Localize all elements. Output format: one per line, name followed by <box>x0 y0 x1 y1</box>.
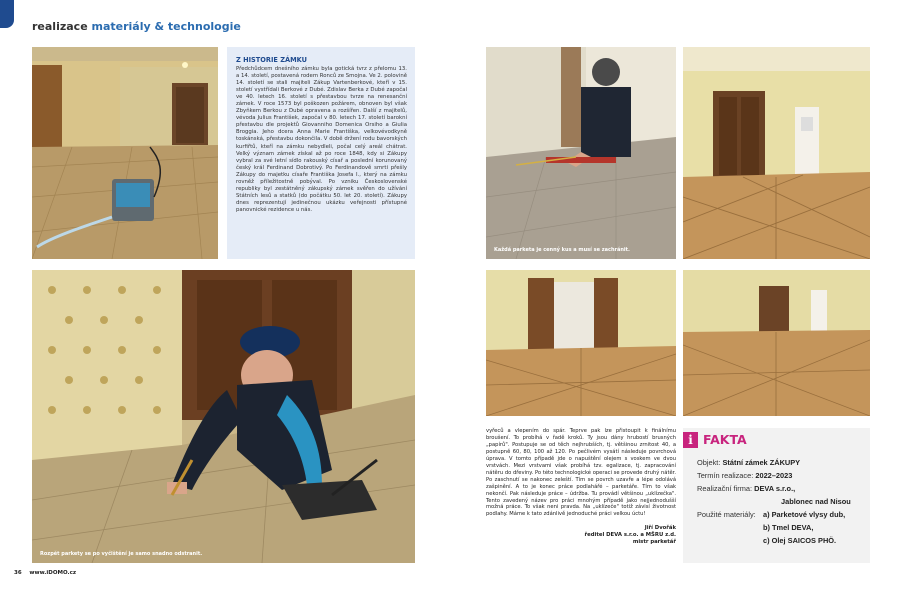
section-header <box>32 20 241 33</box>
sidebar-title: Z HISTORIE ZÁMKU <box>236 56 308 64</box>
photo-kneeling-worker-small <box>486 47 676 259</box>
photo-kneeling-worker-large <box>32 270 415 563</box>
photo-parquet-doorway <box>486 270 676 416</box>
fakta-material-c-row <box>763 536 836 545</box>
fakta-materials-label: Použité materiály: <box>697 510 756 519</box>
fakta-object-value: Státní zámek ZÁKUPY <box>722 458 801 467</box>
caption-kneeling-right: Každá parketa je cenný kus a musí se zachránit. <box>494 247 630 253</box>
fakta-object-label: Objekt: <box>697 458 721 467</box>
section-label: realizace <box>32 20 88 33</box>
article-body-text: vyřeců a vlepením do spár. Teprve pak lze přistoupit k finálnímu broušení. To probíhá v řadě kroků. Ty jsou dány hrubostí brusných „papírů". Postupuje se od těch nejhrubších, tj. většinou zrnitost 40, a postupně 60, 80, 100 až 120. Po pečlivém vysátí následuje povrchová úprava. V tomto případě jde o napuštění olejem s voskem ve dvou vrstvách. Mezi vrstvami však probíhá tzv. egalizace, tj. zapracování nátěru do dřeviny. Po této technologické operaci se provede druhý nátěr. Po zaschnutí se nakonec zeleští. Tím se povrch uzavře a lépe odolává zašpinění. A to je konec práce podlahářé – parketáře. Tím to však nekončí. Pak následuje práce – údržba. Tu provádí většinou „uklízečka". Tento zavedený název pro práci mnohým případě jako nejjednodušší možná práce. To však neni pravda. Na „uklízeče" totiž závisí životnost podlahy. Máme k tato zdánlivě jednoduché práci velkou úctu! <box>486 428 676 518</box>
page-number: 36 <box>14 570 22 576</box>
category-label: materiály & technologie <box>91 20 241 33</box>
sidebar-text: Předchůdcem dnešního zámku byla gotická tvrz z přelomu 13. a 14. století, postavená rodem Ronců ze Smojna. Ve 2. polovině 14. století se stali majiteli Zákup Vartenberkové, kteří v 15. století vystřídali Berkové z Dubé. Zdislav Berka z Dubé započal ve 40. letech 16. století s přestavbou tvrze na renesanční zámek. V roce 1573 byl poškozen požárem, obnoven byl však Zbyňkem Berkou z Dubé opravena a rozšířen. Další z majitelů, vévoda Julius František, započal v 80. letech 17. století barokní přestavbu dle projektů Giovanniho Domenica Orsiho a Giulia Broggia. Jeho dcera Anna Marie Františka, velkovévodkyně toskánská, přestavbu dokončila. V době držení rodu bavorských kurfiřtů, kteří na zámku nebydleli, počal celý areál chátrat. Velký význam zámek získal až po roce 1848, kdy si Zákupy vybral za své letní sídlo rakouský císař a poslední korunovaný český král Ferdinand Dobrotivý. Po Ferdinandově smrti přešly Zákupy do majetku císaře Františka Josefa I., který na zámku rovněž příležitostně pobýval. Po vzniku Československé republiky byl zestátněný zákupský zámek svěřen do užívání Státních lesů a statků (do počátku 50. let 20. století). Zákupy dnes reprezentují jedinečnou ukázku veřejnosti přístupné panovnické rezidence u nás. <box>236 66 407 213</box>
fakta-header <box>683 431 747 448</box>
fakta-term-value: 2022–2023 <box>755 471 793 480</box>
website-link[interactable]: www.iDOMO.cz <box>29 570 77 576</box>
signature-block <box>540 525 676 547</box>
fakta-firm-value-2: Jablonec nad Nisou <box>781 497 851 506</box>
fakta-object-row <box>697 458 800 467</box>
corner-tab <box>0 0 14 28</box>
fakta-firm-row-2 <box>781 497 851 506</box>
fakta-box <box>683 428 870 563</box>
signature-role-2: mistr parketář <box>632 539 676 546</box>
fakta-firm-label: Realizační firma: <box>697 484 753 493</box>
info-icon: i <box>683 432 698 448</box>
caption-kneeling-left: Rozpět parkety se po vyčištění je samo snadno odstranit. <box>40 551 203 557</box>
photo-finished-room-stove <box>683 47 870 259</box>
fakta-firm-row <box>697 484 795 493</box>
fakta-material-a-row <box>763 510 845 519</box>
signature-name: Jiří Dvořák <box>644 525 676 531</box>
photo-finished-room-wide <box>683 270 870 416</box>
page-footer <box>14 570 76 576</box>
fakta-material-b-row <box>763 523 813 532</box>
signature-role: ředitel DEVA s.r.o. a MŠRU z.d. <box>584 532 676 539</box>
fakta-material-c: c) Olej SAICOS PHÖ. <box>763 536 837 545</box>
fakta-material-a: a) Parketové vlysy dub, <box>763 510 846 519</box>
history-sidebar <box>227 47 415 259</box>
fakta-material-b: b) Tmel DEVA, <box>763 523 814 532</box>
fakta-materials-row <box>697 510 756 519</box>
photo-room-vacuum <box>32 47 218 259</box>
fakta-title: FAKTA <box>703 432 747 447</box>
fakta-term-label: Termín realizace: <box>697 471 754 480</box>
fakta-firm-value: DEVA s.r.o., <box>754 484 796 493</box>
fakta-term-row <box>697 471 792 480</box>
